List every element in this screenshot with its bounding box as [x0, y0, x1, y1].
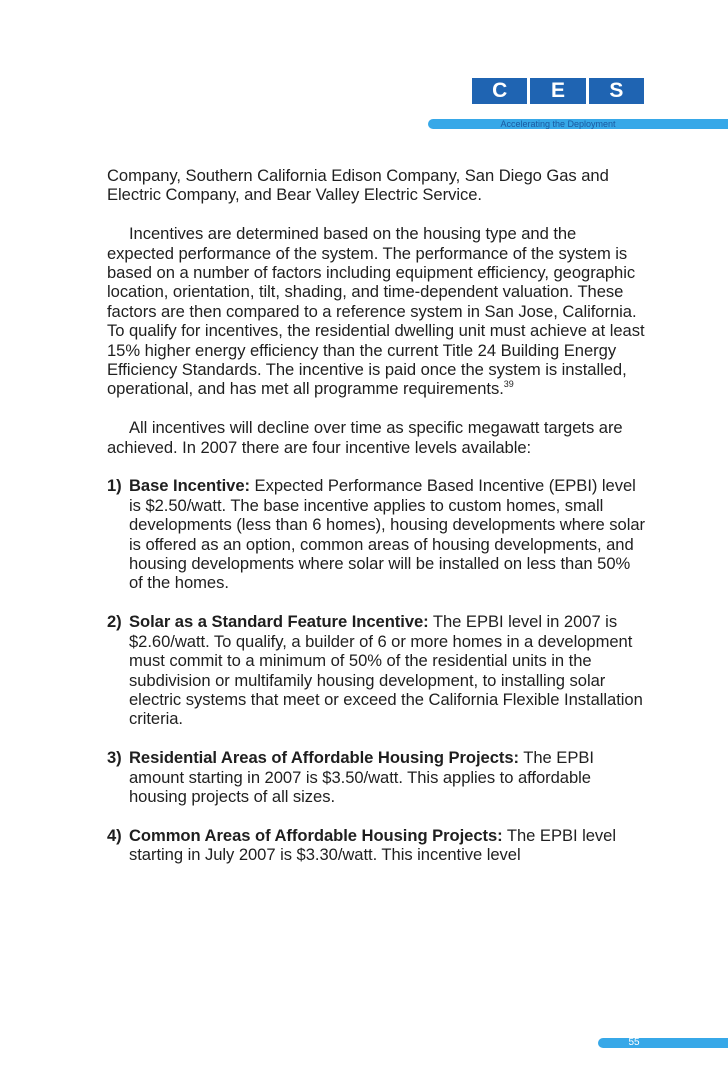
list-item-heading: Common Areas of Affordable Housing Projects: [129, 825, 503, 845]
list-item-heading: Solar as a Standard Feature Incentive: [129, 612, 429, 632]
list-item-body [129, 826, 647, 865]
tagline: Accelerating the Deployment [500, 119, 616, 129]
list-item [107, 476, 647, 592]
list-item-heading: Residential Areas of Affordable Housing Projects: [129, 748, 520, 768]
list-item-text: The EPBI amount starting in 2007 is $3.50/watt. This applies to affordable housing projects of all sizes. [129, 748, 594, 806]
list-item-text: The EPBI level starting in July 2007 is $3.30/watt. This incentive level [129, 825, 616, 865]
list-item-text: Expected Performance Based Incentive (EPBI) level is $2.50/watt. The base incentive applies to custom homes, small developments (less than 6 homes), housing developments where solar is offered as an option, common areas of housing developments, and housing developments where solar will be installed on less than 50% of the homes. [129, 476, 646, 593]
list-item-number: 2) [107, 612, 122, 632]
list-item [107, 612, 647, 728]
list-item [107, 748, 647, 806]
page-body [107, 166, 647, 884]
list-item-text: The EPBI level in 2007 is $2.60/watt. To qualify, a builder of 6 or more homes in a development must commit to a minimum of 50% of the residential units in the subdivision or multifamily housing development, to installing solar electric systems that meet or exceed the California Flexible Installation criteria. [129, 612, 643, 729]
footer-bar [598, 1038, 728, 1048]
list-item [107, 826, 647, 865]
logo-letter-s: S [586, 78, 644, 104]
list-item-body [129, 612, 647, 728]
paragraph-text: Incentives are determined based on the housing type and the expected performance of the system. The performance of the system is based on a number of factors including equipment efficiency, geographic location, orientation, tilt, shading, and time-dependent valuation. These factors are then compared to a reference system in San Jose, California. To qualify for incentives, the residential dwelling unit must achieve at least 15% higher energy efficiency than the current Title 24 Building Energy Efficiency Standards. The incentive is paid once the system is installed, operational, and has met all programme requirements. [107, 224, 645, 399]
list-item-number: 4) [107, 825, 122, 845]
logo-letter-c: C [472, 78, 527, 104]
paragraph-decline: All incentives will decline over time as specific megawatt targets are achieved. In 2007 there are four incentive levels available: [107, 418, 623, 457]
logo-letter-e: E [527, 78, 585, 104]
list-item-number: 3) [107, 748, 122, 768]
ces-logo [472, 78, 644, 104]
paragraph-continuation: Company, Southern California Edison Company, San Diego Gas and Electric Company, and Bear Valley Electric Service. [107, 166, 609, 205]
list-item-heading: Base Incentive: [129, 476, 250, 496]
page-number: 55 [628, 1037, 640, 1048]
footnote-reference: 39 [503, 379, 514, 390]
list-item-number: 1) [107, 476, 122, 496]
paragraph-incentives [107, 224, 647, 399]
list-item-body [129, 476, 647, 592]
list-item-body [129, 748, 647, 806]
